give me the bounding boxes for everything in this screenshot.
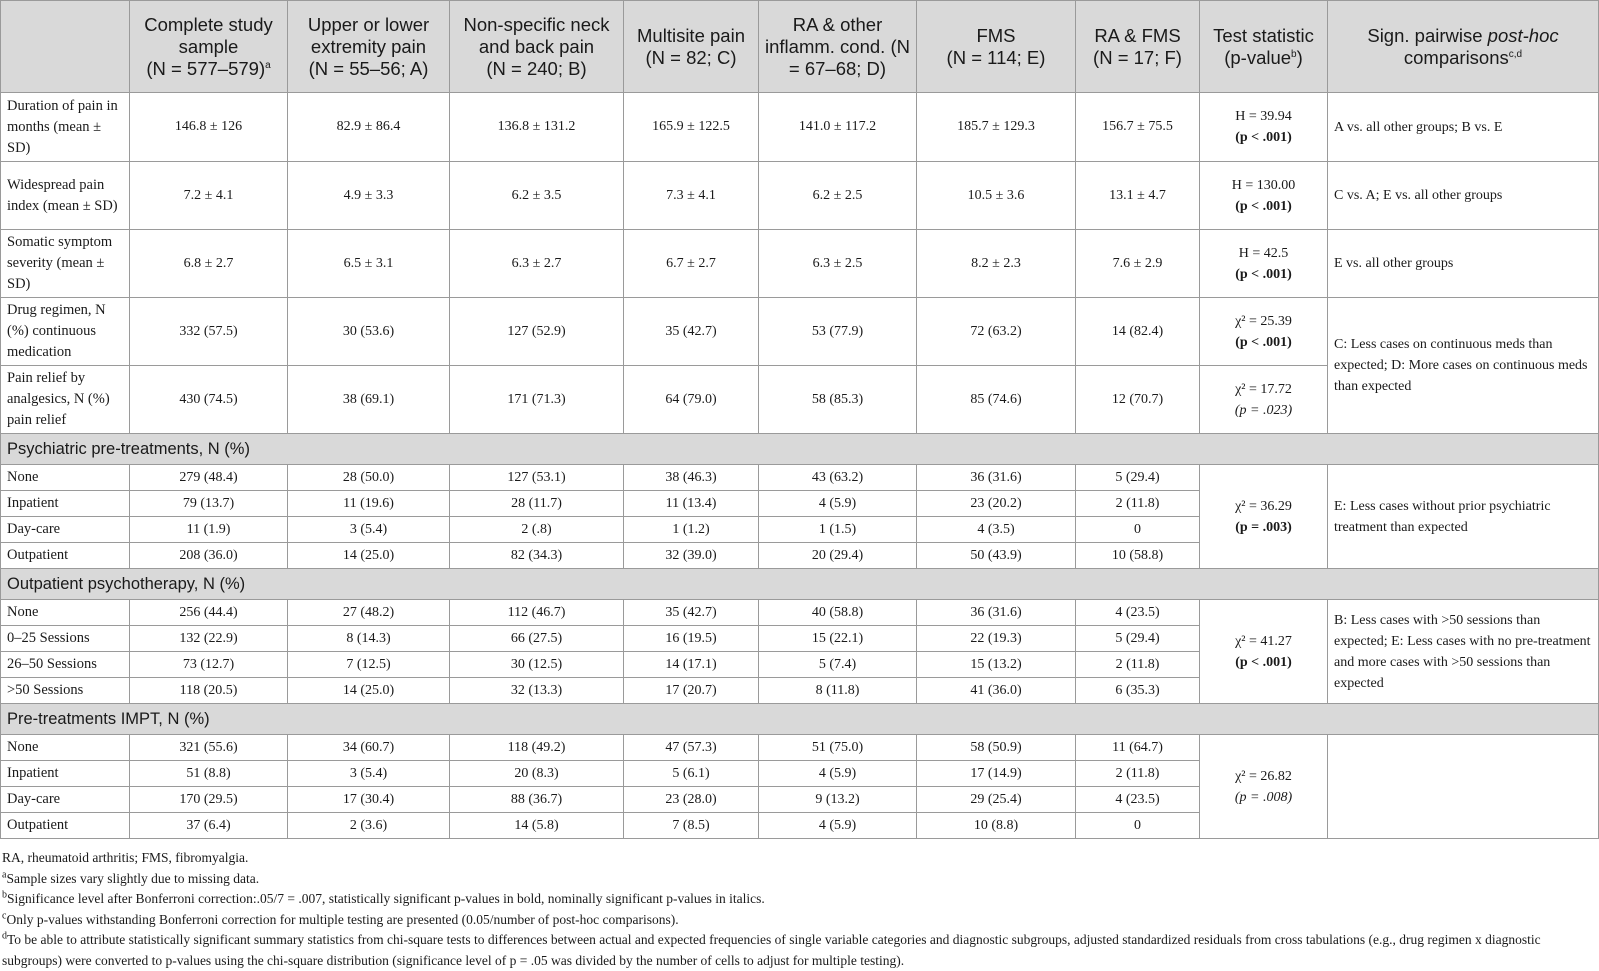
row-label: None [1, 600, 130, 626]
cell: 28 (11.7) [450, 491, 624, 517]
table-row [1, 93, 1599, 162]
header-group-b: Non-specific neck and back pain (N = 240; B) [450, 1, 624, 93]
cell: 7 (12.5) [288, 652, 450, 678]
cell: 2 (11.8) [1076, 652, 1200, 678]
cell: 85 (74.6) [917, 366, 1076, 434]
cell: 58 (85.3) [759, 366, 917, 434]
cell: 10 (8.8) [917, 813, 1076, 839]
cell: 4.9 ± 3.3 [288, 162, 450, 230]
cell: 53 (77.9) [759, 298, 917, 366]
cell: 4 (3.5) [917, 517, 1076, 543]
header-group-e: FMS (N = 114; E) [917, 1, 1076, 93]
cell: 82 (34.3) [450, 543, 624, 569]
cell: 27 (48.2) [288, 600, 450, 626]
cell: 30 (12.5) [450, 652, 624, 678]
cell: 4 (5.9) [759, 813, 917, 839]
posthoc-note [1328, 735, 1599, 839]
cell: 15 (13.2) [917, 652, 1076, 678]
cell: 73 (12.7) [130, 652, 288, 678]
header-empty [1, 1, 130, 93]
test-statistic: H = 130.00 (p < .001) [1200, 162, 1328, 230]
cell: 29 (25.4) [917, 787, 1076, 813]
header-complete-sample: Complete study sample (N = 577–579)$^a$ [130, 1, 288, 93]
test-statistic: χ² = 41.27 (p < .001) [1200, 600, 1328, 704]
cell: 82.9 ± 86.4 [288, 93, 450, 162]
cell: 0 [1076, 517, 1200, 543]
posthoc-note: E vs. all other groups [1328, 230, 1599, 298]
test-statistic: H = 39.94 (p < .001) [1200, 93, 1328, 162]
header-group-c: Multisite pain (N = 82; C) [624, 1, 759, 93]
cell: 88 (36.7) [450, 787, 624, 813]
row-label: 26–50 Sessions [1, 652, 130, 678]
cell: 15 (22.1) [759, 626, 917, 652]
cell: 8 (14.3) [288, 626, 450, 652]
cell: 6 (35.3) [1076, 678, 1200, 704]
cell: 79 (13.7) [130, 491, 288, 517]
cell: 7.6 ± 2.9 [1076, 230, 1200, 298]
cell: 38 (69.1) [288, 366, 450, 434]
cell: 58 (50.9) [917, 735, 1076, 761]
cell: 20 (29.4) [759, 543, 917, 569]
cell: 2 (3.6) [288, 813, 450, 839]
cell: 20 (8.3) [450, 761, 624, 787]
row-label: 0–25 Sessions [1, 626, 130, 652]
cell: 112 (46.7) [450, 600, 624, 626]
cell: 17 (20.7) [624, 678, 759, 704]
row-label: Day-care [1, 517, 130, 543]
footnote-abbreviations: RA, rheumatoid arthritis; FMS, fibromyalgia. [2, 850, 249, 865]
row-label: Outpatient [1, 543, 130, 569]
test-statistic: χ² = 36.29 (p = .003) [1200, 465, 1328, 569]
cell: 2 (.8) [450, 517, 624, 543]
cell: 5 (29.4) [1076, 465, 1200, 491]
posthoc-note: A vs. all other groups; B vs. E [1328, 93, 1599, 162]
test-statistic: χ² = 17.72 (p = .023) [1200, 366, 1328, 434]
header-group-d: RA & other inflamm. cond. (N = 67–68; D) [759, 1, 917, 93]
row-label: None [1, 465, 130, 491]
cell: 3 (5.4) [288, 517, 450, 543]
cell: 9 (13.2) [759, 787, 917, 813]
section-header-row [1, 704, 1599, 735]
cell: 3 (5.4) [288, 761, 450, 787]
row-label: Somatic symptom severity (mean ± SD) [1, 230, 130, 298]
section-header-row [1, 434, 1599, 465]
cell: 5 (29.4) [1076, 626, 1200, 652]
cell: 141.0 ± 117.2 [759, 93, 917, 162]
cell: 14 (82.4) [1076, 298, 1200, 366]
section-title: Pre-treatments IMPT, N (%) [1, 704, 1599, 735]
cell: 8.2 ± 2.3 [917, 230, 1076, 298]
cell: 51 (75.0) [759, 735, 917, 761]
cell: 35 (42.7) [624, 600, 759, 626]
cell: 47 (57.3) [624, 735, 759, 761]
cell: 11 (64.7) [1076, 735, 1200, 761]
row-label: Duration of pain in months (mean ± SD) [1, 93, 130, 162]
cell: 4 (23.5) [1076, 600, 1200, 626]
cell: 12 (70.7) [1076, 366, 1200, 434]
row-label: Widespread pain index (mean ± SD) [1, 162, 130, 230]
cell: 7.2 ± 4.1 [130, 162, 288, 230]
cell: 22 (19.3) [917, 626, 1076, 652]
cell: 43 (63.2) [759, 465, 917, 491]
cell: 17 (14.9) [917, 761, 1076, 787]
cell: 11 (1.9) [130, 517, 288, 543]
section-title: Outpatient psychotherapy, N (%) [1, 569, 1599, 600]
cell: 6.3 ± 2.7 [450, 230, 624, 298]
cell: 13.1 ± 4.7 [1076, 162, 1200, 230]
cell: 14 (25.0) [288, 543, 450, 569]
cell: 36 (31.6) [917, 465, 1076, 491]
posthoc-note: C vs. A; E vs. all other groups [1328, 162, 1599, 230]
cell: 35 (42.7) [624, 298, 759, 366]
row-label: Inpatient [1, 491, 130, 517]
cell: 6.3 ± 2.5 [759, 230, 917, 298]
cell: 30 (53.6) [288, 298, 450, 366]
cell: 64 (79.0) [624, 366, 759, 434]
cell: 127 (53.1) [450, 465, 624, 491]
table-row [1, 600, 1599, 626]
cell: 2 (11.8) [1076, 761, 1200, 787]
row-label: Day-care [1, 787, 130, 813]
posthoc-note: B: Less cases with >50 sessions than expected; E: Less cases with no pre-treatment and more cases with >50 sessions than expected [1328, 600, 1599, 704]
cell: 1 (1.2) [624, 517, 759, 543]
cell: 28 (50.0) [288, 465, 450, 491]
cell: 256 (44.4) [130, 600, 288, 626]
cell: 170 (29.5) [130, 787, 288, 813]
cell: 430 (74.5) [130, 366, 288, 434]
cell: 6.2 ± 2.5 [759, 162, 917, 230]
footnote-d: $^d$To be able to attribute statistically significant summary statistics from chi-square tests to differences between actual and expected frequencies of single variable categories and diagnostic subgroups, adjusted standardized residuals from cross tabulations (e.g., drug regimen x diagnostic subgroups) were converted to p-values using the chi-square distribution (significance level of p = .05 was divided by the number of cells to adjust for multiple testing). [2, 930, 1541, 968]
table-row [1, 298, 1599, 366]
cell: 5 (6.1) [624, 761, 759, 787]
test-statistic: χ² = 26.82 (p = .008) [1200, 735, 1328, 839]
cell: 17 (30.4) [288, 787, 450, 813]
cell: 4 (5.9) [759, 491, 917, 517]
row-label: Drug regimen, N (%) continuous medication [1, 298, 130, 366]
section-title: Psychiatric pre-treatments, N (%) [1, 434, 1599, 465]
table-row [1, 735, 1599, 761]
cell: 6.8 ± 2.7 [130, 230, 288, 298]
table-footnotes [2, 848, 1554, 971]
cell: 1 (1.5) [759, 517, 917, 543]
cell: 279 (48.4) [130, 465, 288, 491]
cell: 32 (13.3) [450, 678, 624, 704]
cell: 165.9 ± 122.5 [624, 93, 759, 162]
cell: 34 (60.7) [288, 735, 450, 761]
cell: 146.8 ± 126 [130, 93, 288, 162]
header-posthoc: Sign. pairwise post-hoc comparisons$^{c,d}$ [1328, 1, 1599, 93]
cell: 10.5 ± 3.6 [917, 162, 1076, 230]
cell: 23 (28.0) [624, 787, 759, 813]
cell: 37 (6.4) [130, 813, 288, 839]
row-label: Pain relief by analgesics, N (%) pain relief [1, 366, 130, 434]
row-label: Inpatient [1, 761, 130, 787]
cell: 118 (49.2) [450, 735, 624, 761]
test-statistic: χ² = 25.39 (p < .001) [1200, 298, 1328, 366]
cell: 14 (17.1) [624, 652, 759, 678]
header-group-a: Upper or lower extremity pain (N = 55–56; A) [288, 1, 450, 93]
cell: 171 (71.3) [450, 366, 624, 434]
cell: 40 (58.8) [759, 600, 917, 626]
cell: 50 (43.9) [917, 543, 1076, 569]
table-row [1, 465, 1599, 491]
cell: 5 (7.4) [759, 652, 917, 678]
cell: 136.8 ± 131.2 [450, 93, 624, 162]
cell: 4 (23.5) [1076, 787, 1200, 813]
section-header-row [1, 569, 1599, 600]
cell: 10 (58.8) [1076, 543, 1200, 569]
row-label: Outpatient [1, 813, 130, 839]
table-row [1, 230, 1599, 298]
cell: 72 (63.2) [917, 298, 1076, 366]
test-statistic: H = 42.5 (p < .001) [1200, 230, 1328, 298]
footnote-b: $^b$Significance level after Bonferroni correction:.05/7 = .007, statistically significant p-values in bold, nominally significant p-values in italics. [2, 889, 765, 906]
cell: 6.2 ± 3.5 [450, 162, 624, 230]
cell: 156.7 ± 75.5 [1076, 93, 1200, 162]
cell: 38 (46.3) [624, 465, 759, 491]
cell: 23 (20.2) [917, 491, 1076, 517]
footnote-c: $^c$Only p-values withstanding Bonferroni correction for multiple testing are presented (0.05/number of post-hoc comparisons). [2, 910, 679, 927]
cell: 14 (5.8) [450, 813, 624, 839]
cell: 66 (27.5) [450, 626, 624, 652]
cell: 11 (19.6) [288, 491, 450, 517]
header-group-f: RA & FMS (N = 17; F) [1076, 1, 1200, 93]
cell: 321 (55.6) [130, 735, 288, 761]
cell: 32 (39.0) [624, 543, 759, 569]
table-row [1, 162, 1599, 230]
cell: 6.7 ± 2.7 [624, 230, 759, 298]
cell: 208 (36.0) [130, 543, 288, 569]
row-label: None [1, 735, 130, 761]
cell: 185.7 ± 129.3 [917, 93, 1076, 162]
cell: 16 (19.5) [624, 626, 759, 652]
header-test-statistic: Test statistic (p-value$^b$) [1200, 1, 1328, 93]
posthoc-note: E: Less cases without prior psychiatric treatment than expected [1328, 465, 1599, 569]
row-label: >50 Sessions [1, 678, 130, 704]
cell: 7.3 ± 4.1 [624, 162, 759, 230]
cell: 0 [1076, 813, 1200, 839]
cell: 4 (5.9) [759, 761, 917, 787]
cell: 332 (57.5) [130, 298, 288, 366]
posthoc-note: C: Less cases on continuous meds than expected; D: More cases on continuous meds than expected [1328, 298, 1599, 434]
cell: 127 (52.9) [450, 298, 624, 366]
cell: 51 (8.8) [130, 761, 288, 787]
cell: 132 (22.9) [130, 626, 288, 652]
table-header-row [1, 1, 1599, 93]
cell: 2 (11.8) [1076, 491, 1200, 517]
cell: 7 (8.5) [624, 813, 759, 839]
cell: 14 (25.0) [288, 678, 450, 704]
cell: 8 (11.8) [759, 678, 917, 704]
cell: 118 (20.5) [130, 678, 288, 704]
cell: 11 (13.4) [624, 491, 759, 517]
cell: 41 (36.0) [917, 678, 1076, 704]
footnote-a: $^a$Sample sizes vary slightly due to missing data. [2, 869, 260, 886]
cell: 6.5 ± 3.1 [288, 230, 450, 298]
cell: 36 (31.6) [917, 600, 1076, 626]
